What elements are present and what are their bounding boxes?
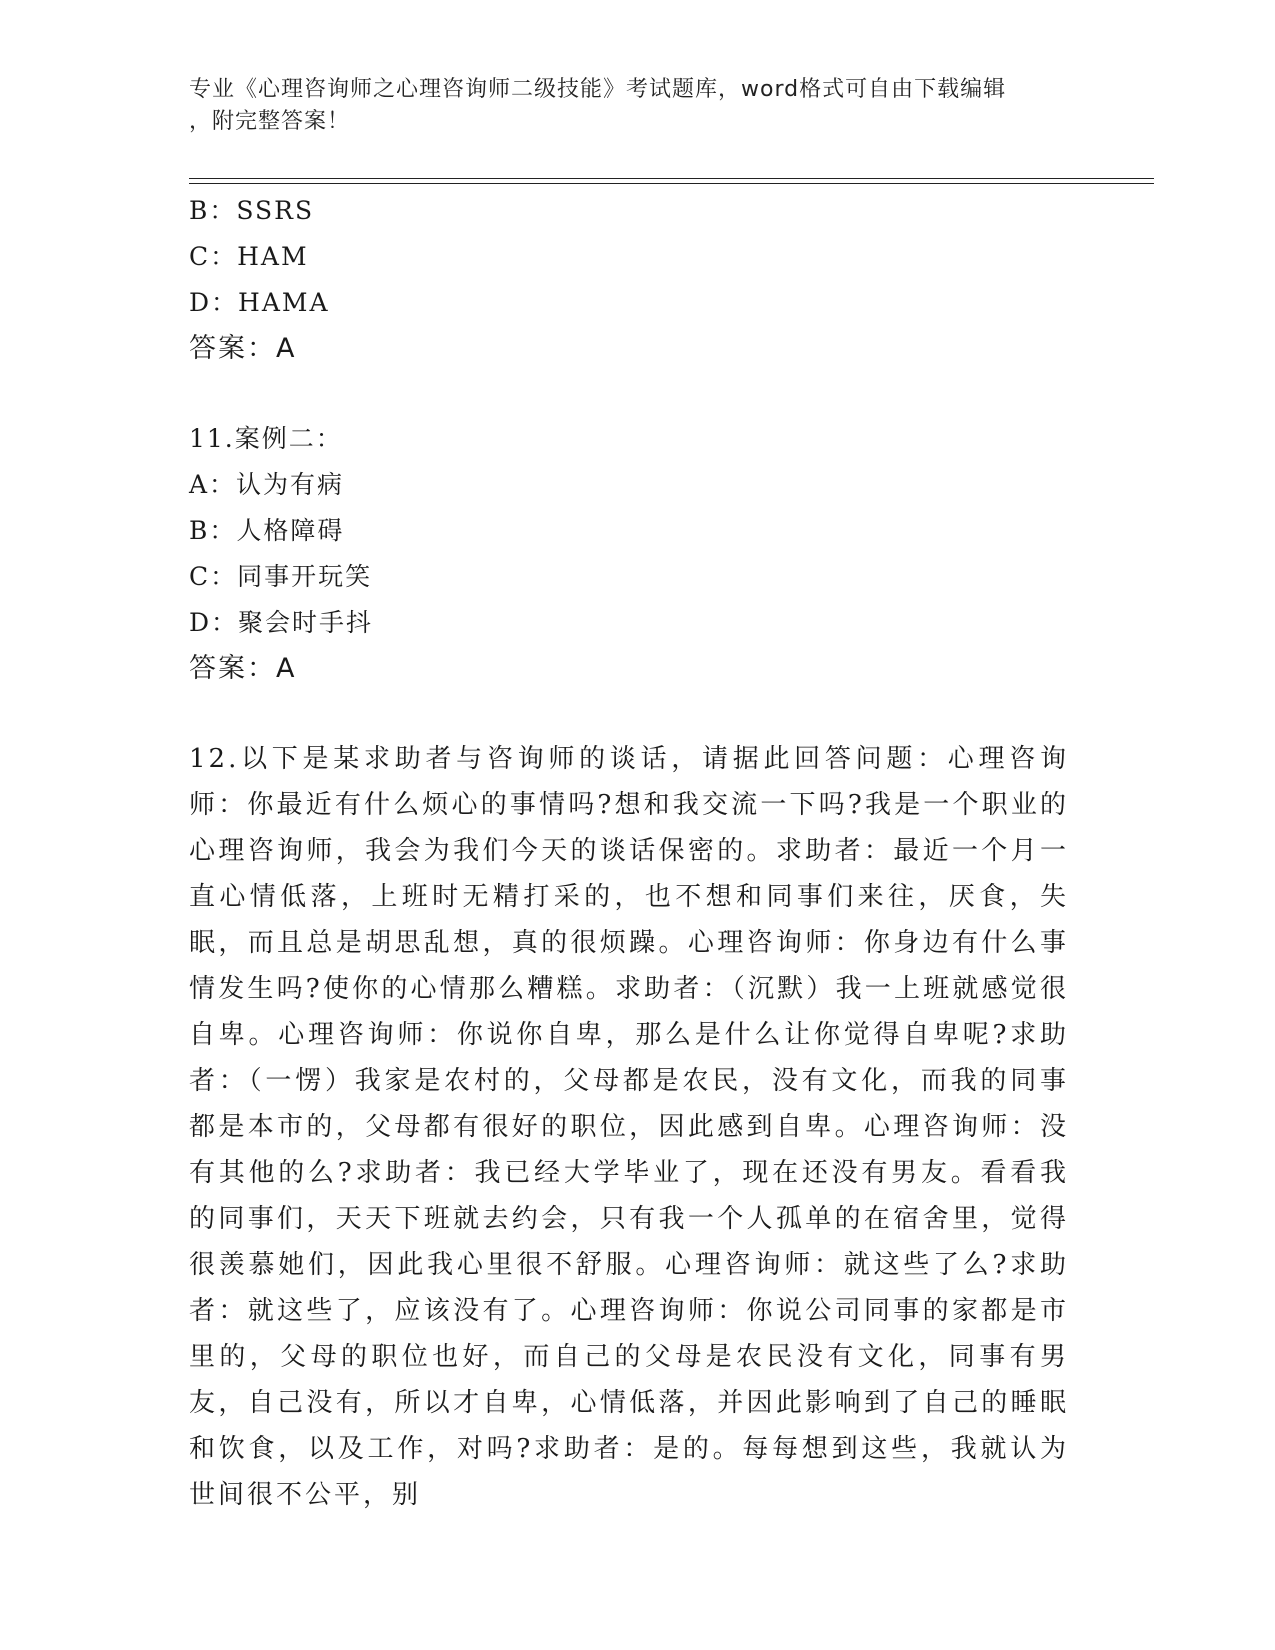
header-divider-top [189,178,1154,179]
option-a: A：认为有病 [189,470,345,499]
header-title-line1: 专业《心理咨询师之心理咨询师二级技能》考试题库，word格式可自由下载编辑 [189,77,1007,102]
page-header [189,74,1069,138]
option-c: C：HAM [189,242,309,271]
question-10-tail [189,188,1089,372]
option-c: C：同事开玩笑 [189,562,373,591]
option-b: B：人格障碍 [189,516,345,545]
question-12 [189,736,1089,1518]
option-d: D：聚会时手抖 [189,608,374,637]
question-stem: 11.案例二： [189,424,343,453]
header-divider-bottom [189,183,1154,184]
option-d: D：HAMA [189,288,330,317]
header-title-line2: ，附完整答案！ [189,109,351,134]
option-b: B：SSRS [189,196,315,225]
spacer [189,372,1089,416]
spacer [189,692,1089,736]
answer-line: 答案：A [189,653,297,684]
question-stem: 12.以下是某求助者与咨询师的谈话，请据此回答问题：心理咨询师：你最近有什么烦心的事情吗?想和我交流一下吗?我是一个职业的心理咨询师，我会为我们今天的谈话保密的。求助者：最近一个月一直心情低落，上班时无精打采的，也不想和同事们来往，厌食，失眠，而且总是胡思乱想，真的很烦躁。心理咨询师：你身边有什么事情发生吗?使你的心情那么糟糕。求助者：（沉默）我一上班就感觉很自卑。心理咨询师：你说你自卑，那么是什么让你觉得自卑呢?求助者：（一愣）我家是农村的，父母都是农民，没有文化，而我的同事都是本市的，父母都有很好的职位，因此感到自卑。心理咨询师：没有其他的么?求助者：我已经大学毕业了，现在还没有男友。看看我的同事们，天天下班就去约会，只有我一个人孤单的在宿舍里，觉得很羡慕她们，因此我心里很不舒服。心理咨询师：就这些了么?求助者：就这些了，应该没有了。心理咨询师：你说公司同事的家都是市里的，父母的职位也好，而自己的父母是农民没有文化，同事有男友，自己没有，所以才自卑，心情低落，并因此影响到了自己的睡眠和饮食，以及工作，对吗?求助者：是的。每每想到这些，我就认为世间很不公平，别 [189,744,1069,1510]
document-body [189,188,1089,1518]
question-11 [189,416,1089,692]
answer-line: 答案：A [189,333,297,364]
